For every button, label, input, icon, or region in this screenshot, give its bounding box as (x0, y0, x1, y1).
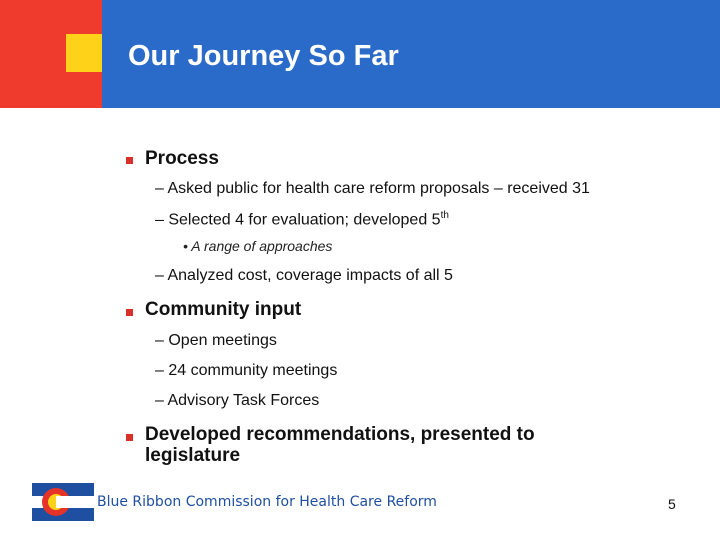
bullet-developed (145, 424, 535, 466)
page-number: 5 (668, 496, 676, 512)
sub-bullet-task-forces (155, 392, 319, 410)
dot-glyph: • (183, 238, 188, 254)
bullet-community-input: Community input (145, 299, 302, 320)
sub-bullet-analyzed (155, 267, 453, 285)
sub-bullet-text: Advisory Task Forces (167, 392, 320, 409)
dash-glyph: – (155, 180, 164, 197)
bullet-process: Process (145, 148, 219, 169)
bullet-square-icon (126, 309, 133, 316)
dash-glyph: – (155, 392, 164, 409)
dash-glyph: – (155, 267, 164, 284)
sub-bullet-selected (155, 210, 449, 229)
bullet-developed-line2: legislature (145, 445, 241, 466)
dash-glyph: – (155, 211, 164, 229)
bullet-developed-line1: Developed recommendations, presented to (145, 424, 535, 445)
footer-organization: Blue Ribbon Commission for Health Care Reform (97, 494, 437, 510)
superscript-th: th (440, 210, 449, 221)
sub-bullet-community-meetings (155, 362, 337, 380)
sub-bullet-text: Analyzed cost, coverage impacts of all 5 (167, 267, 453, 284)
sub-bullet-text: Selected 4 for evaluation; developed 5 (168, 211, 441, 229)
colorado-flag-icon (32, 483, 94, 521)
sub-bullet-open-meetings (155, 332, 277, 350)
sub-sub-bullet-approaches (183, 238, 332, 254)
header-yellow-square (66, 34, 102, 72)
bullet-square-icon (126, 434, 133, 441)
dash-glyph: – (155, 362, 164, 379)
sub-bullet-text: Asked public for health care reform proposals – received 31 (167, 180, 590, 197)
sub-bullet-proposals (155, 180, 590, 198)
sub-bullet-text: Open meetings (168, 332, 277, 349)
sub-bullet-text: 24 community meetings (168, 362, 338, 379)
dash-glyph: – (155, 332, 164, 349)
slide-title: Our Journey So Far (128, 40, 399, 72)
sub-sub-bullet-text: A range of approaches (191, 238, 333, 254)
bullet-square-icon (126, 157, 133, 164)
